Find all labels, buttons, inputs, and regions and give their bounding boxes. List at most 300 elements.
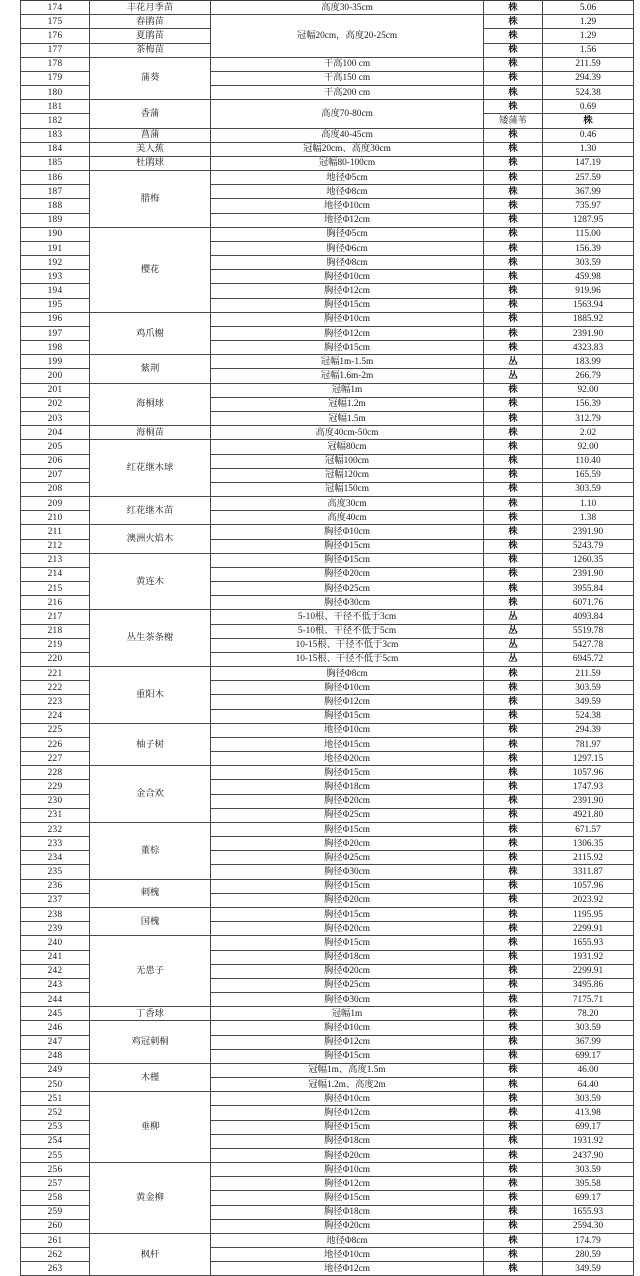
cell-serial-number[interactable]: 232 bbox=[21, 822, 90, 836]
cell-unit-price[interactable]: 1931.92 bbox=[543, 950, 634, 964]
cell-specification[interactable]: 胸径Φ25cm bbox=[211, 808, 484, 822]
cell-unit-price[interactable]: 1260.35 bbox=[543, 553, 634, 567]
cell-serial-number[interactable]: 261 bbox=[21, 1233, 90, 1247]
cell-unit-price[interactable]: 303.59 bbox=[543, 1163, 634, 1177]
cell-serial-number[interactable]: 231 bbox=[21, 808, 90, 822]
cell-unit-price[interactable]: 4323.83 bbox=[543, 341, 634, 355]
cell-unit[interactable]: 株 bbox=[484, 752, 543, 766]
cell-unit-price[interactable]: 165.59 bbox=[543, 468, 634, 482]
cell-serial-number[interactable]: 191 bbox=[21, 241, 90, 255]
cell-unit-price[interactable]: 5.06 bbox=[543, 1, 634, 15]
cell-unit-price[interactable]: 303.59 bbox=[543, 256, 634, 270]
cell-unit-price[interactable]: 5243.79 bbox=[543, 539, 634, 553]
cell-unit-price[interactable]: 1306.35 bbox=[543, 837, 634, 851]
cell-unit[interactable]: 株 bbox=[484, 709, 543, 723]
cell-unit[interactable]: 株 bbox=[484, 879, 543, 893]
cell-specification[interactable]: 胸径Φ10cm bbox=[211, 1021, 484, 1035]
cell-specification[interactable]: 地径Φ20cm bbox=[211, 752, 484, 766]
cell-unit-price[interactable]: 1297.15 bbox=[543, 752, 634, 766]
cell-serial-number[interactable]: 175 bbox=[21, 15, 90, 29]
cell-specification[interactable]: 冠幅1.5m bbox=[211, 411, 484, 425]
cell-unit[interactable]: 株 bbox=[484, 256, 543, 270]
cell-unit-price[interactable]: 1.29 bbox=[543, 29, 634, 43]
cell-serial-number[interactable]: 179 bbox=[21, 71, 90, 85]
cell-specification[interactable]: 高度30cm bbox=[211, 497, 484, 511]
cell-serial-number[interactable]: 226 bbox=[21, 737, 90, 751]
cell-specification[interactable]: 冠幅1m-1.5m bbox=[211, 355, 484, 369]
table-row[interactable] bbox=[21, 1163, 634, 1177]
cell-serial-number[interactable]: 235 bbox=[21, 865, 90, 879]
cell-plant-name[interactable]: 美人蕉 bbox=[90, 142, 211, 156]
cell-unit[interactable]: 株 bbox=[484, 737, 543, 751]
cell-unit-price[interactable]: 524.38 bbox=[543, 709, 634, 723]
cell-serial-number[interactable]: 176 bbox=[21, 29, 90, 43]
cell-serial-number[interactable]: 241 bbox=[21, 950, 90, 964]
cell-unit-price[interactable]: 294.39 bbox=[543, 723, 634, 737]
cell-specification[interactable]: 地径Φ10cm bbox=[211, 1248, 484, 1262]
cell-unit-price[interactable]: 294.39 bbox=[543, 71, 634, 85]
table-row[interactable] bbox=[21, 553, 634, 567]
cell-unit-price[interactable]: 110.40 bbox=[543, 454, 634, 468]
cell-unit-price[interactable]: 2.02 bbox=[543, 426, 634, 440]
cell-plant-name[interactable]: 黄金柳 bbox=[90, 1163, 211, 1234]
cell-unit[interactable]: 株 bbox=[484, 922, 543, 936]
cell-serial-number[interactable]: 189 bbox=[21, 213, 90, 227]
cell-unit[interactable]: 株 bbox=[484, 270, 543, 284]
cell-unit-price[interactable]: 367.99 bbox=[543, 185, 634, 199]
cell-unit[interactable]: 株 bbox=[484, 1092, 543, 1106]
cell-unit-price[interactable]: 1655.93 bbox=[543, 1205, 634, 1219]
cell-specification[interactable]: 胸径Φ12cm bbox=[211, 1106, 484, 1120]
cell-specification[interactable]: 胸径Φ25cm bbox=[211, 851, 484, 865]
cell-specification[interactable]: 冠幅1m、高度1.5m bbox=[211, 1063, 484, 1077]
cell-unit-price[interactable]: 211.59 bbox=[543, 667, 634, 681]
cell-unit[interactable]: 株 bbox=[484, 1134, 543, 1148]
cell-serial-number[interactable]: 210 bbox=[21, 511, 90, 525]
cell-serial-number[interactable]: 177 bbox=[21, 43, 90, 57]
cell-unit-price[interactable]: 1.29 bbox=[543, 15, 634, 29]
cell-plant-name[interactable]: 腊梅 bbox=[90, 171, 211, 228]
cell-unit-price[interactable]: 1747.93 bbox=[543, 780, 634, 794]
cell-specification[interactable]: 胸径Φ12cm bbox=[211, 284, 484, 298]
cell-unit[interactable]: 株 bbox=[484, 128, 543, 142]
cell-unit[interactable]: 株 bbox=[484, 71, 543, 85]
cell-plant-name[interactable]: 矮蒲苇 bbox=[484, 114, 543, 128]
cell-plant-name[interactable]: 紫荆 bbox=[90, 355, 211, 383]
cell-unit[interactable]: 株 bbox=[484, 341, 543, 355]
cell-specification[interactable]: 胸径Φ15cm bbox=[211, 1049, 484, 1063]
cell-plant-name[interactable]: 枫杆 bbox=[90, 1233, 211, 1276]
cell-unit[interactable]: 株 bbox=[484, 936, 543, 950]
cell-unit[interactable]: 株 bbox=[484, 964, 543, 978]
table-row[interactable] bbox=[21, 171, 634, 185]
cell-plant-name[interactable]: 丁香球 bbox=[90, 1007, 211, 1021]
cell-plant-name[interactable]: 蒲葵 bbox=[90, 57, 211, 100]
cell-plant-name[interactable]: 红花继木苗 bbox=[90, 497, 211, 525]
cell-unit-price[interactable]: 2115.92 bbox=[543, 851, 634, 865]
cell-unit[interactable]: 株 bbox=[484, 397, 543, 411]
cell-unit[interactable]: 株 bbox=[484, 199, 543, 213]
cell-unit-price[interactable]: 78.20 bbox=[543, 1007, 634, 1021]
cell-specification[interactable]: 冠幅80-100cm bbox=[211, 156, 484, 170]
cell-plant-name[interactable]: 菖蒲 bbox=[90, 128, 211, 142]
cell-serial-number[interactable]: 220 bbox=[21, 652, 90, 666]
cell-unit[interactable]: 株 bbox=[484, 950, 543, 964]
cell-serial-number[interactable]: 246 bbox=[21, 1021, 90, 1035]
table-row[interactable] bbox=[21, 879, 634, 893]
cell-serial-number[interactable]: 215 bbox=[21, 582, 90, 596]
cell-specification[interactable]: 胸径Φ20cm bbox=[211, 922, 484, 936]
table-row[interactable] bbox=[21, 1092, 634, 1106]
table-row[interactable] bbox=[21, 128, 634, 142]
cell-unit-price[interactable]: 46.00 bbox=[543, 1063, 634, 1077]
cell-serial-number[interactable]: 229 bbox=[21, 780, 90, 794]
cell-specification[interactable]: 胸径Φ15cm bbox=[211, 1191, 484, 1205]
cell-unit-price[interactable]: 92.00 bbox=[543, 440, 634, 454]
cell-unit[interactable]: 株 bbox=[484, 893, 543, 907]
cell-specification[interactable]: 10-15根、干径不低于5cm bbox=[211, 652, 484, 666]
cell-unit[interactable]: 株 bbox=[484, 1248, 543, 1262]
cell-specification[interactable]: 胸径Φ10cm bbox=[211, 1163, 484, 1177]
cell-plant-name[interactable]: 无患子 bbox=[90, 936, 211, 1007]
cell-unit-price[interactable]: 1.30 bbox=[543, 142, 634, 156]
cell-unit-price[interactable]: 2023.92 bbox=[543, 893, 634, 907]
cell-serial-number[interactable]: 258 bbox=[21, 1191, 90, 1205]
cell-specification[interactable]: 5-10根、干径不低于3cm bbox=[211, 610, 484, 624]
cell-specification[interactable]: 冠幅1m bbox=[211, 383, 484, 397]
cell-unit[interactable]: 株 bbox=[484, 1148, 543, 1162]
cell-specification[interactable]: 胸径Φ25cm bbox=[211, 978, 484, 992]
cell-serial-number[interactable]: 260 bbox=[21, 1219, 90, 1233]
table-row[interactable] bbox=[21, 57, 634, 71]
cell-serial-number[interactable]: 239 bbox=[21, 922, 90, 936]
cell-specification[interactable]: 高度40-45cm bbox=[211, 128, 484, 142]
cell-unit[interactable]: 株 bbox=[484, 851, 543, 865]
cell-serial-number[interactable]: 262 bbox=[21, 1248, 90, 1262]
cell-unit-price[interactable]: 2391.90 bbox=[543, 794, 634, 808]
cell-unit-price[interactable]: 781.97 bbox=[543, 737, 634, 751]
cell-specification[interactable]: 高度40cm bbox=[211, 511, 484, 525]
cell-unit[interactable]: 株 bbox=[484, 539, 543, 553]
cell-serial-number[interactable]: 224 bbox=[21, 709, 90, 723]
cell-serial-number[interactable]: 223 bbox=[21, 695, 90, 709]
cell-serial-number[interactable]: 195 bbox=[21, 298, 90, 312]
cell-unit[interactable]: 丛 bbox=[484, 355, 543, 369]
cell-plant-name[interactable]: 重阳木 bbox=[90, 667, 211, 724]
cell-specification[interactable]: 胸径Φ15cm bbox=[211, 908, 484, 922]
cell-specification[interactable]: 胸径Φ30cm bbox=[211, 993, 484, 1007]
cell-unit[interactable]: 株 bbox=[484, 1219, 543, 1233]
cell-unit-price[interactable]: 156.39 bbox=[543, 397, 634, 411]
cell-unit[interactable]: 株 bbox=[484, 822, 543, 836]
cell-unit[interactable]: 丛 bbox=[484, 369, 543, 383]
cell-serial-number[interactable]: 230 bbox=[21, 794, 90, 808]
cell-unit-price[interactable]: 303.59 bbox=[543, 1092, 634, 1106]
cell-plant-name[interactable]: 垂柳 bbox=[90, 1092, 211, 1163]
cell-unit[interactable]: 株 bbox=[484, 695, 543, 709]
cell-unit-price[interactable]: 115.00 bbox=[543, 227, 634, 241]
cell-unit-price[interactable]: 64.40 bbox=[543, 1078, 634, 1092]
cell-specification[interactable]: 胸径Φ6cm bbox=[211, 241, 484, 255]
cell-specification[interactable]: 胸径Φ10cm bbox=[211, 270, 484, 284]
cell-serial-number[interactable]: 180 bbox=[21, 86, 90, 100]
cell-unit[interactable]: 丛 bbox=[484, 624, 543, 638]
cell-unit-price[interactable]: 3495.86 bbox=[543, 978, 634, 992]
cell-unit[interactable]: 株 bbox=[484, 100, 543, 114]
cell-unit-price[interactable]: 2299.91 bbox=[543, 922, 634, 936]
cell-specification[interactable]: 胸径Φ20cm bbox=[211, 1148, 484, 1162]
cell-unit-price[interactable]: 1.38 bbox=[543, 511, 634, 525]
cell-serial-number[interactable]: 205 bbox=[21, 440, 90, 454]
cell-plant-name[interactable]: 木槿 bbox=[90, 1063, 211, 1091]
cell-unit[interactable]: 株 bbox=[484, 411, 543, 425]
cell-specification[interactable]: 胸径Φ20cm bbox=[211, 964, 484, 978]
table-row[interactable] bbox=[21, 100, 634, 114]
cell-unit-price[interactable]: 459.98 bbox=[543, 270, 634, 284]
cell-serial-number[interactable]: 221 bbox=[21, 667, 90, 681]
cell-unit-price[interactable]: 735.97 bbox=[543, 199, 634, 213]
cell-serial-number[interactable]: 206 bbox=[21, 454, 90, 468]
cell-serial-number[interactable]: 214 bbox=[21, 567, 90, 581]
table-row[interactable] bbox=[21, 497, 634, 511]
cell-unit-price[interactable]: 0.69 bbox=[543, 100, 634, 114]
cell-serial-number[interactable]: 254 bbox=[21, 1134, 90, 1148]
cell-serial-number[interactable]: 242 bbox=[21, 964, 90, 978]
cell-unit-price[interactable]: 699.17 bbox=[543, 1120, 634, 1134]
cell-serial-number[interactable]: 185 bbox=[21, 156, 90, 170]
cell-plant-name[interactable]: 黄连木 bbox=[90, 553, 211, 610]
cell-unit-price[interactable]: 1885.92 bbox=[543, 312, 634, 326]
cell-serial-number[interactable]: 203 bbox=[21, 411, 90, 425]
cell-unit-price[interactable]: 349.59 bbox=[543, 695, 634, 709]
cell-unit-price[interactable]: 2437.90 bbox=[543, 1148, 634, 1162]
cell-specification[interactable]: 高度70-80cm bbox=[211, 100, 484, 128]
cell-unit[interactable]: 株 bbox=[484, 468, 543, 482]
cell-specification[interactable]: 胸径Φ15cm bbox=[211, 709, 484, 723]
cell-specification[interactable]: 胸径Φ20cm bbox=[211, 893, 484, 907]
cell-specification[interactable]: 胸径Φ12cm bbox=[211, 1035, 484, 1049]
cell-unit[interactable]: 株 bbox=[484, 156, 543, 170]
table-row[interactable] bbox=[21, 1007, 634, 1021]
cell-serial-number[interactable]: 211 bbox=[21, 525, 90, 539]
cell-unit[interactable]: 株 bbox=[484, 326, 543, 340]
cell-serial-number[interactable]: 202 bbox=[21, 397, 90, 411]
cell-unit-price[interactable]: 266.79 bbox=[543, 369, 634, 383]
cell-serial-number[interactable]: 236 bbox=[21, 879, 90, 893]
cell-specification[interactable]: 10-15根、干径不低于3cm bbox=[211, 638, 484, 652]
table-row[interactable] bbox=[21, 667, 634, 681]
cell-serial-number[interactable]: 190 bbox=[21, 227, 90, 241]
cell-unit[interactable]: 株 bbox=[484, 1063, 543, 1077]
cell-specification[interactable]: 胸径Φ15cm bbox=[211, 341, 484, 355]
cell-serial-number[interactable]: 192 bbox=[21, 256, 90, 270]
cell-serial-number[interactable]: 228 bbox=[21, 766, 90, 780]
cell-serial-number[interactable]: 252 bbox=[21, 1106, 90, 1120]
cell-specification[interactable]: 地径Φ12cm bbox=[211, 1262, 484, 1276]
table-row[interactable] bbox=[21, 156, 634, 170]
cell-serial-number[interactable]: 199 bbox=[21, 355, 90, 369]
cell-specification[interactable]: 地径Φ10cm bbox=[211, 723, 484, 737]
cell-plant-name[interactable]: 杜鹃球 bbox=[90, 156, 211, 170]
cell-unit-price[interactable]: 303.59 bbox=[543, 482, 634, 496]
table-row[interactable] bbox=[21, 723, 634, 737]
cell-unit-price[interactable]: 1057.96 bbox=[543, 879, 634, 893]
cell-serial-number[interactable]: 244 bbox=[21, 993, 90, 1007]
cell-specification[interactable]: 胸径Φ30cm bbox=[211, 865, 484, 879]
cell-serial-number[interactable]: 178 bbox=[21, 57, 90, 71]
cell-plant-name[interactable]: 香蒲 bbox=[90, 100, 211, 128]
cell-plant-name[interactable]: 海桐苗 bbox=[90, 426, 211, 440]
cell-unit[interactable]: 株 bbox=[484, 681, 543, 695]
cell-unit[interactable]: 株 bbox=[484, 993, 543, 1007]
cell-specification[interactable]: 胸径Φ18cm bbox=[211, 1205, 484, 1219]
cell-unit-price[interactable]: 3955.84 bbox=[543, 582, 634, 596]
cell-unit[interactable]: 株 bbox=[484, 213, 543, 227]
cell-unit-price[interactable]: 303.59 bbox=[543, 681, 634, 695]
cell-specification[interactable]: 胸径Φ18cm bbox=[211, 950, 484, 964]
cell-unit[interactable]: 株 bbox=[484, 185, 543, 199]
table-row[interactable] bbox=[21, 1233, 634, 1247]
cell-unit-price[interactable]: 699.17 bbox=[543, 1191, 634, 1205]
cell-plant-name[interactable]: 董棕 bbox=[90, 822, 211, 879]
cell-specification[interactable]: 5-10根、干径不低于5cm bbox=[211, 624, 484, 638]
cell-unit-price[interactable]: 1.10 bbox=[543, 497, 634, 511]
cell-unit[interactable]: 株 bbox=[484, 312, 543, 326]
cell-unit-price[interactable]: 2299.91 bbox=[543, 964, 634, 978]
cell-unit-price[interactable]: 395.58 bbox=[543, 1177, 634, 1191]
cell-unit-price[interactable]: 7175.71 bbox=[543, 993, 634, 1007]
cell-serial-number[interactable]: 207 bbox=[21, 468, 90, 482]
cell-specification[interactable]: 冠幅120cm bbox=[211, 468, 484, 482]
cell-unit[interactable]: 株 bbox=[484, 440, 543, 454]
cell-unit-price[interactable]: 413.98 bbox=[543, 1106, 634, 1120]
cell-unit-price[interactable]: 699.17 bbox=[543, 1049, 634, 1063]
cell-specification[interactable]: 胸径Φ12cm bbox=[211, 1177, 484, 1191]
cell-specification[interactable]: 冠幅150cm bbox=[211, 482, 484, 496]
cell-specification[interactable]: 高度30-35cm bbox=[211, 1, 484, 15]
cell-unit-price[interactable]: 147.19 bbox=[543, 156, 634, 170]
cell-unit[interactable]: 株 bbox=[484, 667, 543, 681]
cell-unit[interactable]: 株 bbox=[484, 525, 543, 539]
cell-serial-number[interactable]: 247 bbox=[21, 1035, 90, 1049]
cell-serial-number[interactable]: 209 bbox=[21, 497, 90, 511]
cell-unit[interactable]: 株 bbox=[484, 766, 543, 780]
cell-unit-price[interactable]: 367.99 bbox=[543, 1035, 634, 1049]
cell-unit[interactable]: 株 bbox=[484, 454, 543, 468]
cell-serial-number[interactable]: 198 bbox=[21, 341, 90, 355]
cell-specification[interactable]: 冠幅1.2m、高度2m bbox=[211, 1078, 484, 1092]
cell-unit-price[interactable]: 2594.30 bbox=[543, 1219, 634, 1233]
cell-specification[interactable]: 胸径Φ15cm bbox=[211, 1120, 484, 1134]
cell-unit[interactable]: 株 bbox=[484, 1106, 543, 1120]
cell-specification[interactable]: 冠幅20cm，高度20-25cm bbox=[211, 15, 484, 58]
table-row[interactable] bbox=[21, 355, 634, 369]
cell-specification[interactable]: 干高150 cm bbox=[211, 71, 484, 85]
cell-specification[interactable]: 胸径Φ12cm bbox=[211, 695, 484, 709]
cell-serial-number[interactable]: 194 bbox=[21, 284, 90, 298]
cell-unit-price[interactable]: 303.59 bbox=[543, 1021, 634, 1035]
table-row[interactable] bbox=[21, 383, 634, 397]
cell-serial-number[interactable]: 249 bbox=[21, 1063, 90, 1077]
cell-plant-name[interactable]: 茶梅苗 bbox=[90, 43, 211, 57]
cell-unit-price[interactable]: 174.79 bbox=[543, 1233, 634, 1247]
cell-serial-number[interactable]: 248 bbox=[21, 1049, 90, 1063]
cell-unit[interactable]: 株 bbox=[484, 482, 543, 496]
cell-unit-price[interactable]: 5427.78 bbox=[543, 638, 634, 652]
cell-unit-price[interactable]: 1.56 bbox=[543, 43, 634, 57]
cell-unit-price[interactable]: 1655.93 bbox=[543, 936, 634, 950]
cell-unit[interactable]: 株 bbox=[484, 1021, 543, 1035]
cell-unit-price[interactable]: 312.79 bbox=[543, 411, 634, 425]
cell-specification[interactable]: 胸径Φ15cm bbox=[211, 766, 484, 780]
cell-serial-number[interactable]: 204 bbox=[21, 426, 90, 440]
cell-unit[interactable]: 株 bbox=[484, 1035, 543, 1049]
cell-plant-name[interactable]: 丰花月季苗 bbox=[90, 1, 211, 15]
cell-unit[interactable]: 株 bbox=[484, 1191, 543, 1205]
cell-serial-number[interactable]: 183 bbox=[21, 128, 90, 142]
cell-unit-price[interactable]: 1057.96 bbox=[543, 766, 634, 780]
cell-unit-price[interactable]: 6945.72 bbox=[543, 652, 634, 666]
cell-unit[interactable]: 株 bbox=[484, 15, 543, 29]
cell-unit-price[interactable]: 2391.90 bbox=[543, 326, 634, 340]
cell-unit[interactable]: 株 bbox=[484, 1262, 543, 1276]
cell-specification[interactable]: 胸径Φ5cm bbox=[211, 227, 484, 241]
cell-unit-price[interactable]: 92.00 bbox=[543, 383, 634, 397]
cell-serial-number[interactable]: 263 bbox=[21, 1262, 90, 1276]
cell-serial-number[interactable]: 219 bbox=[21, 638, 90, 652]
table-row[interactable] bbox=[21, 227, 634, 241]
cell-unit[interactable]: 株 bbox=[484, 1205, 543, 1219]
cell-serial-number[interactable]: 257 bbox=[21, 1177, 90, 1191]
cell-serial-number[interactable]: 250 bbox=[21, 1078, 90, 1092]
cell-unit[interactable]: 株 bbox=[484, 57, 543, 71]
cell-unit-price[interactable]: 1287.95 bbox=[543, 213, 634, 227]
cell-serial-number[interactable]: 193 bbox=[21, 270, 90, 284]
cell-unit[interactable]: 丛 bbox=[484, 638, 543, 652]
cell-unit-price[interactable]: 1563.94 bbox=[543, 298, 634, 312]
cell-serial-number[interactable]: 201 bbox=[21, 383, 90, 397]
table-row[interactable] bbox=[21, 1, 634, 15]
cell-plant-name[interactable]: 柚子树 bbox=[90, 723, 211, 766]
cell-serial-number[interactable]: 182 bbox=[21, 114, 90, 128]
cell-plant-name[interactable]: 国槐 bbox=[90, 908, 211, 936]
cell-specification[interactable]: 胸径Φ15cm bbox=[211, 936, 484, 950]
cell-specification[interactable]: 胸径Φ10cm bbox=[211, 525, 484, 539]
cell-serial-number[interactable]: 222 bbox=[21, 681, 90, 695]
cell-unit[interactable]: 株 bbox=[484, 1120, 543, 1134]
cell-unit[interactable]: 株 bbox=[484, 383, 543, 397]
cell-unit[interactable]: 丛 bbox=[484, 652, 543, 666]
cell-plant-name[interactable]: 红花继木球 bbox=[90, 440, 211, 497]
cell-unit[interactable]: 株 bbox=[484, 241, 543, 255]
cell-unit-price[interactable]: 1195.95 bbox=[543, 908, 634, 922]
cell-unit[interactable]: 株 bbox=[484, 43, 543, 57]
cell-unit-price[interactable]: 211.59 bbox=[543, 57, 634, 71]
cell-specification[interactable]: 地径Φ15cm bbox=[211, 737, 484, 751]
table-row[interactable] bbox=[21, 142, 634, 156]
cell-serial-number[interactable]: 256 bbox=[21, 1163, 90, 1177]
cell-specification[interactable]: 干高100 cm bbox=[211, 57, 484, 71]
cell-serial-number[interactable]: 255 bbox=[21, 1148, 90, 1162]
cell-unit[interactable]: 株 bbox=[484, 284, 543, 298]
cell-specification[interactable]: 胸径Φ10cm bbox=[211, 1092, 484, 1106]
cell-unit[interactable]: 株 bbox=[484, 567, 543, 581]
cell-plant-name[interactable]: 鸡冠刺桐 bbox=[90, 1021, 211, 1064]
cell-specification[interactable]: 冠幅20cm、高度30cm bbox=[211, 142, 484, 156]
cell-plant-name[interactable]: 樱花 bbox=[90, 227, 211, 312]
cell-specification[interactable]: 高度40cm-50cm bbox=[211, 426, 484, 440]
cell-specification[interactable]: 冠幅1.6m-2m bbox=[211, 369, 484, 383]
